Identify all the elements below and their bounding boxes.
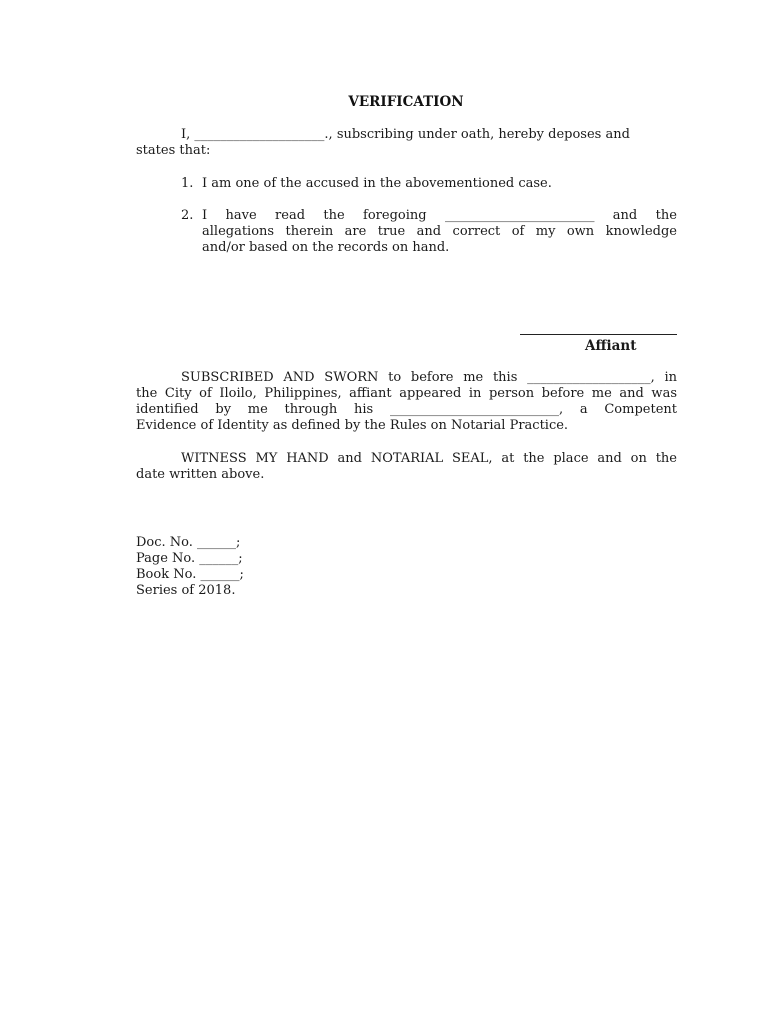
document-blank: _______________________ [444,208,595,223]
signature-line [520,334,677,335]
book-no: Book No. ______; [136,567,244,582]
doc-no: Doc. No. ______; [136,535,241,550]
intro-lead: I, ____________________., subscribing under oath, hereby deposes and [181,127,630,142]
jurat-line-4: Evidence of Identity as defined by the Rules on Notarial Practice. [136,418,569,433]
name-blank: ____________________ [194,127,325,142]
page-no: Page No. ______; [136,551,243,566]
item-1-text: I am one of the accused in the abovementioned case. [202,176,552,191]
item-2-line-3: and/or based on the records on hand. [202,240,450,255]
witness-line-2: date written above. [136,467,265,482]
intro-line-1 [181,127,677,144]
jurat-line-1: SUBSCRIBED AND SWORN to before me this ___________________, in [181,370,677,385]
item-2-line-2: allegations therein are true and correct of my own knowledge [202,224,677,239]
item-1-number: 1. [181,176,194,191]
jurat-line-2: the City of Iloilo, Philippines, affiant appeared in person before me and was [136,386,677,401]
affiant-label: Affiant [585,338,637,354]
item-2-line-1: I have read the foregoing _______________________ and the [202,208,677,223]
item-2-number: 2. [181,208,194,223]
witness-line-1: WITNESS MY HAND and NOTARIAL SEAL, at the place and on the [181,451,677,466]
intro-line-2: states that: [136,143,211,158]
jurat-line-3: identified by me through his __________________________, a Competent [136,402,677,417]
document-title: VERIFICATION [348,94,464,110]
series: Series of 2018. [136,583,236,598]
